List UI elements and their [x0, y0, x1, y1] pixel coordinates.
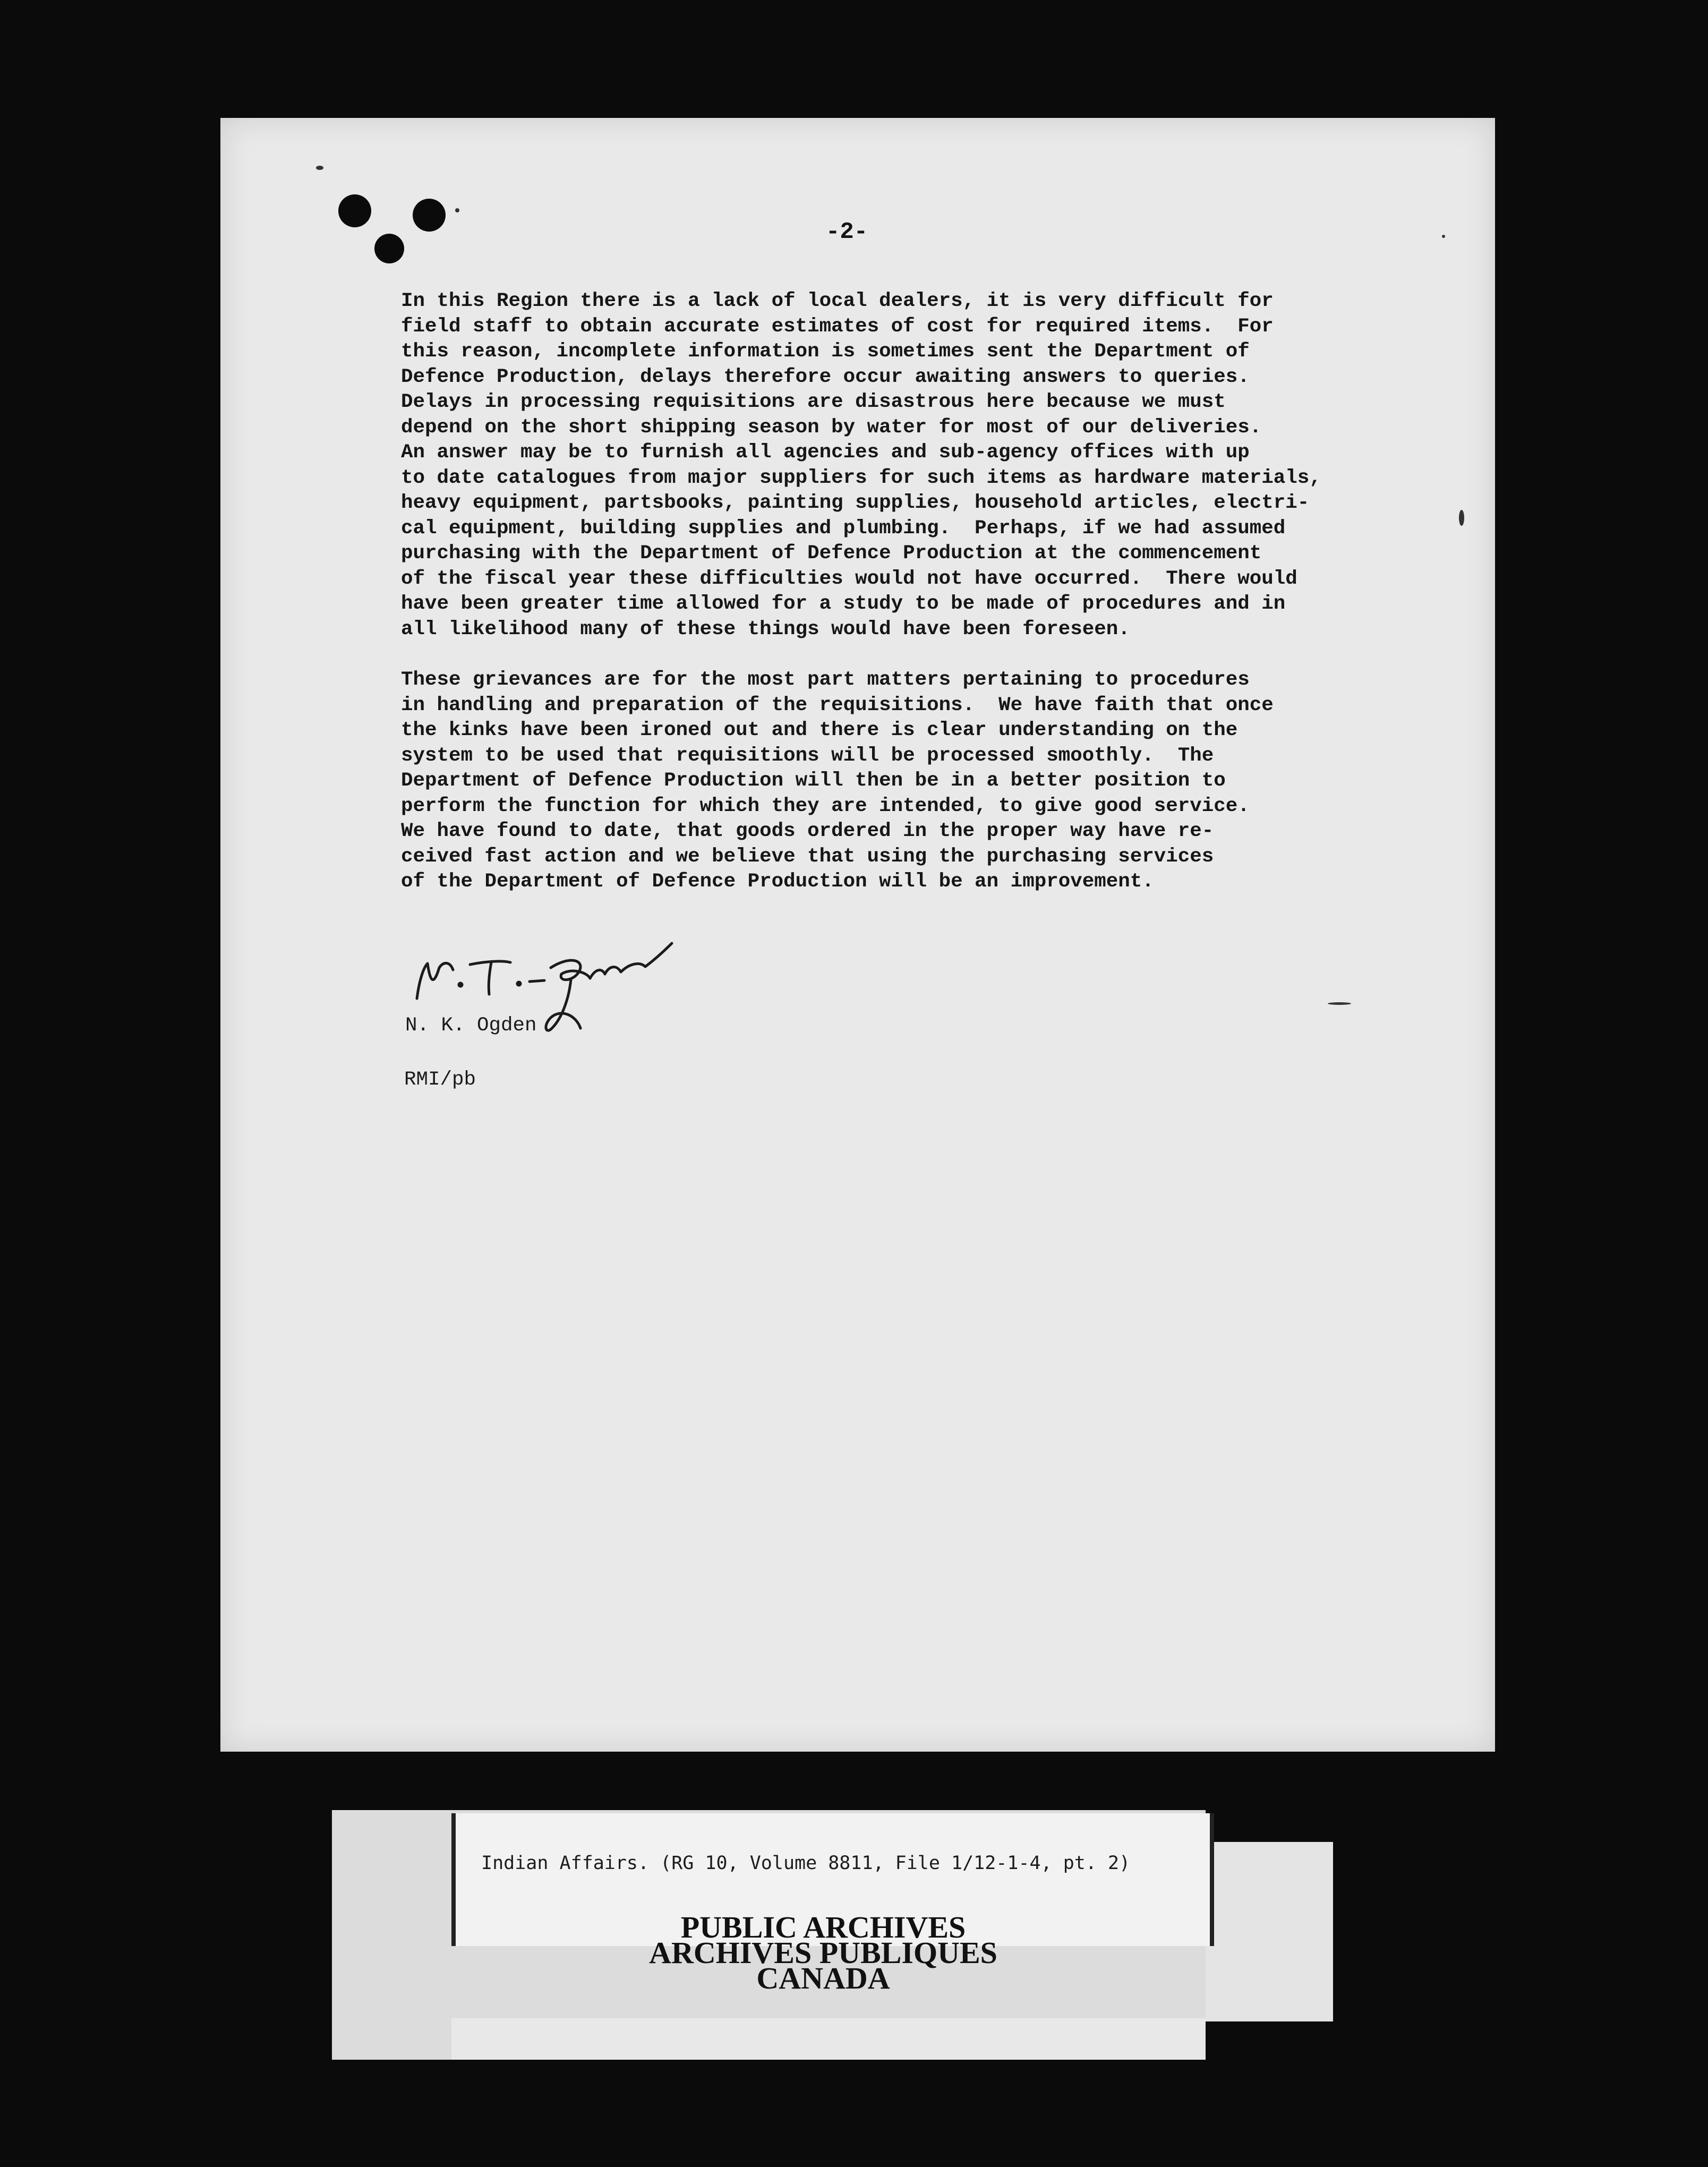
- stamp-line: CANADA: [756, 1961, 890, 1995]
- text-line: Department of Defence Production will then be in a better position to: [401, 770, 1226, 792]
- text-line: all likelihood many of these things would have been foreseen.: [401, 618, 1130, 641]
- stamp-line: ARCHIVES PUBLIQUES: [649, 1935, 997, 1970]
- archive-label-strip: [451, 2018, 1206, 2060]
- text-line: ceived fast action and we believe that using the purchasing services: [401, 845, 1214, 868]
- dust-speck: [455, 208, 459, 212]
- text-line: this reason, incomplete information is sometimes sent the Department of: [401, 340, 1250, 363]
- archive-reference: Indian Affairs. (RG 10, Volume 8811, File 1/12-1-4, pt. 2): [481, 1853, 1131, 1874]
- signer-name: N. K. Ogden: [405, 1014, 537, 1037]
- text-line: in handling and preparation of the requisitions. We have faith that once: [401, 694, 1274, 716]
- text-line: to date catalogues from major suppliers for such items as hardware materials,: [401, 466, 1321, 489]
- text-line: cal equipment, building supplies and plumbing. Perhaps, if we had assumed: [401, 517, 1286, 540]
- text-line: In this Region there is a lack of local dealers, it is very difficult for: [401, 290, 1274, 312]
- text-line: system to be used that requisitions will be processed smoothly. The: [401, 744, 1214, 767]
- stamp-line: PUBLIC ARCHIVES: [680, 1910, 966, 1944]
- reference-initials: RMI/pb: [404, 1069, 476, 1091]
- text-line: Delays in processing requisitions are disastrous here because we must: [401, 391, 1226, 413]
- punch-hole: [338, 194, 371, 227]
- text-line: field staff to obtain accurate estimates of cost for required items. For: [401, 315, 1274, 338]
- text-line: Defence Production, delays therefore occur awaiting answers to queries.: [401, 365, 1250, 388]
- dust-speck: [1442, 235, 1445, 238]
- text-line: the kinks have been ironed out and there is clear understanding on the: [401, 719, 1238, 741]
- text-line: We have found to date, that goods ordered in the proper way have re-: [401, 820, 1214, 842]
- paragraph-requisition-delays: [401, 289, 1463, 642]
- text-line: of the fiscal year these difficulties would not have occurred. There would: [401, 567, 1297, 590]
- text-line: purchasing with the Department of Defence Production at the commencement: [401, 542, 1262, 565]
- public-archives-stamp: [531, 1910, 1115, 1995]
- dust-speck: [316, 166, 323, 170]
- scanned-letter-page: [220, 118, 1495, 1752]
- page-number: -2-: [826, 219, 868, 245]
- punch-hole: [374, 234, 404, 263]
- dust-speck: [1328, 1002, 1351, 1005]
- paragraph-grievances: [401, 668, 1463, 895]
- text-line: An answer may be to furnish all agencies and sub-agency offices with up: [401, 441, 1250, 464]
- text-line: These grievances are for the most part matters pertaining to procedures: [401, 669, 1250, 691]
- archive-label-tab: [1206, 1842, 1333, 2021]
- text-line: perform the function for which they are intended, to give good service.: [401, 795, 1250, 817]
- text-line: heavy equipment, partsbooks, painting supplies, household articles, electri-: [401, 492, 1310, 514]
- text-line: depend on the short shipping season by water for most of our deliveries.: [401, 416, 1262, 439]
- text-line: of the Department of Defence Production will be an improvement.: [401, 871, 1154, 893]
- punch-hole: [413, 199, 446, 232]
- text-line: have been greater time allowed for a study to be made of procedures and in: [401, 593, 1286, 615]
